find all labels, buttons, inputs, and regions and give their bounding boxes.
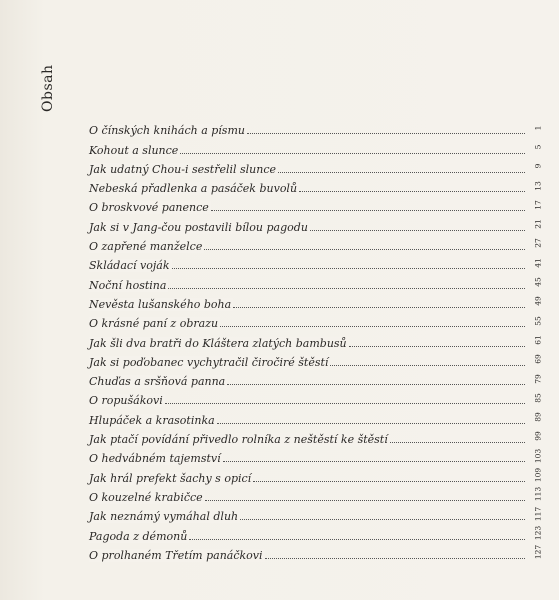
toc-entry: [89, 485, 549, 504]
dot-leader: [349, 346, 525, 347]
toc-entry-page: 123: [533, 525, 543, 541]
toc-entry-page-cell: [527, 234, 549, 253]
toc-entry-page-cell: [527, 407, 549, 426]
toc-entry: [89, 330, 549, 349]
toc-entry-title: O broskvové panence: [89, 201, 209, 215]
toc-entry-page-cell: [527, 176, 549, 195]
toc-entry: [89, 157, 549, 176]
toc-entry: [89, 369, 549, 388]
dot-leader: [223, 461, 525, 462]
toc-entry-page-cell: [527, 330, 549, 349]
dot-leader: [165, 403, 525, 404]
toc-entry: [89, 234, 549, 253]
dot-leader: [265, 558, 525, 559]
toc-entry-title: Kohout a slunce: [89, 143, 179, 157]
toc-entry-page: 113: [533, 487, 543, 502]
toc-entry-page-cell: [527, 485, 549, 504]
toc-entry: [89, 311, 549, 330]
toc-entry-page: 117: [533, 506, 543, 521]
dot-leader: [227, 384, 525, 385]
toc-entry-title: Jak neznámý vymáhal dluh: [89, 510, 239, 524]
toc-entry: [89, 214, 549, 233]
toc-entry-page: 109: [533, 467, 543, 483]
toc-entry-title: O prolhaném Třetím panáčkovi: [89, 548, 263, 562]
dot-leader: [204, 249, 525, 250]
toc-entry-page: 127: [533, 545, 543, 560]
toc-entry-title: O hedvábném tajemství: [89, 452, 221, 466]
toc-entry-page: 1: [533, 125, 543, 131]
toc-entry-page: 9: [533, 163, 543, 169]
toc-entry: [89, 523, 549, 542]
dot-leader: [180, 153, 525, 154]
toc-entry: [89, 176, 549, 195]
toc-entry: [89, 388, 549, 407]
toc-entry-page: 69: [533, 354, 543, 364]
toc-entry-page-cell: [527, 543, 549, 562]
dot-leader: [189, 539, 525, 540]
toc-entry-page: 85: [533, 393, 543, 403]
toc-entry-page: 13: [533, 180, 543, 191]
toc-entry-page-cell: [527, 137, 549, 156]
toc-entry-page: 55: [533, 315, 543, 326]
dot-leader: [205, 500, 525, 501]
toc-entry-title: Nevěsta lušanského boha: [89, 297, 232, 311]
toc-entry-page: 27: [533, 238, 543, 249]
toc-entry-title: Noční hostina: [89, 278, 167, 292]
toc-entry-title: Nebeská přadlenka a pasáček buvolů: [89, 182, 298, 196]
dot-leader: [211, 210, 525, 211]
toc-entry-title: Skládací voják: [89, 259, 170, 273]
toc-entry: [89, 195, 549, 214]
toc-entry-title: Pagoda z démonů: [89, 529, 188, 543]
dot-leader: [253, 481, 525, 482]
toc-entry-page-cell: [527, 292, 549, 311]
dot-leader: [310, 230, 525, 231]
toc-entry: [89, 118, 549, 137]
toc-entry-title: Hlupáček a krasotinka: [89, 413, 215, 427]
dot-leader: [390, 442, 525, 443]
toc-entry-title: Jak šli dva bratři do Kláštera zlatých bambusů: [89, 336, 347, 350]
toc-entry-page-cell: [527, 157, 549, 176]
dot-leader: [220, 326, 525, 327]
toc-entry-page: 79: [533, 373, 543, 384]
contents-heading: Obsah: [40, 64, 56, 112]
toc-entry-title: Jak ptačí povídání přivedlo rolníka z neštěstí ke štěstí: [89, 433, 388, 447]
toc-entry-page-cell: [527, 350, 549, 369]
toc-entry-page: 45: [533, 277, 543, 287]
dot-leader: [172, 268, 525, 269]
dot-leader: [299, 191, 525, 192]
toc-entry-title: Jak udatný Chou-i sestřelil slunce: [89, 162, 277, 176]
toc-entry-page-cell: [527, 388, 549, 407]
toc-entry-page-cell: [527, 118, 549, 137]
toc-entry-title: O kouzelné krabičce: [89, 490, 203, 504]
toc-entry-title: O krásné paní z obrazu: [89, 317, 219, 331]
toc-entry-title: Jak si poďobanec vychytračil čiročiré štěstí: [89, 355, 329, 369]
toc-entry-page-cell: [527, 523, 549, 542]
toc-entry: [89, 504, 549, 523]
dot-leader: [240, 519, 525, 520]
table-of-contents: [89, 118, 549, 562]
toc-entry-page-cell: [527, 195, 549, 214]
toc-entry-page: 5: [533, 144, 543, 150]
toc-entry-page: 41: [533, 257, 543, 268]
toc-entry-page: 49: [533, 296, 543, 307]
toc-entry-page: 17: [533, 200, 543, 210]
toc-entry-page: 103: [533, 448, 543, 463]
toc-entry: [89, 253, 549, 272]
toc-entry-page: 99: [533, 431, 543, 442]
toc-entry-page-cell: [527, 214, 549, 233]
toc-entry-page: 61: [533, 335, 543, 345]
toc-entry: [89, 350, 549, 369]
toc-entry: [89, 272, 549, 291]
toc-entry: [89, 465, 549, 484]
toc-entry-title: Jak hrál prefekt šachy s opicí: [89, 471, 252, 485]
toc-entry-title: O čínských knihách a písmu: [89, 124, 245, 138]
toc-entry-page-cell: [527, 465, 549, 484]
toc-entry: [89, 292, 549, 311]
toc-entry: [89, 427, 549, 446]
toc-entry: [89, 543, 549, 562]
dot-leader: [233, 307, 525, 308]
toc-entry-page-cell: [527, 427, 549, 446]
toc-entry-title: Chuďas a sršňová panna: [89, 375, 226, 389]
dot-leader: [168, 288, 525, 289]
toc-entry: [89, 137, 549, 156]
dot-leader: [330, 365, 525, 366]
toc-entry: [89, 446, 549, 465]
dot-leader: [278, 172, 525, 173]
dot-leader: [247, 133, 525, 134]
toc-entry-page-cell: [527, 446, 549, 465]
toc-entry-title: O zapřené manželce: [89, 240, 203, 254]
toc-entry-page-cell: [527, 369, 549, 388]
toc-entry-page-cell: [527, 504, 549, 523]
toc-entry-page: 21: [533, 219, 543, 229]
toc-entry-title: Jak si v Jang-čou postavili bílou pagodu: [89, 220, 308, 234]
dot-leader: [217, 423, 525, 424]
toc-entry-page: 89: [533, 412, 543, 422]
toc-entry-page-cell: [527, 253, 549, 272]
toc-entry-page-cell: [527, 311, 549, 330]
toc-entry: [89, 407, 549, 426]
toc-entry-title: O ropušákovi: [89, 394, 163, 408]
toc-entry-page-cell: [527, 272, 549, 291]
